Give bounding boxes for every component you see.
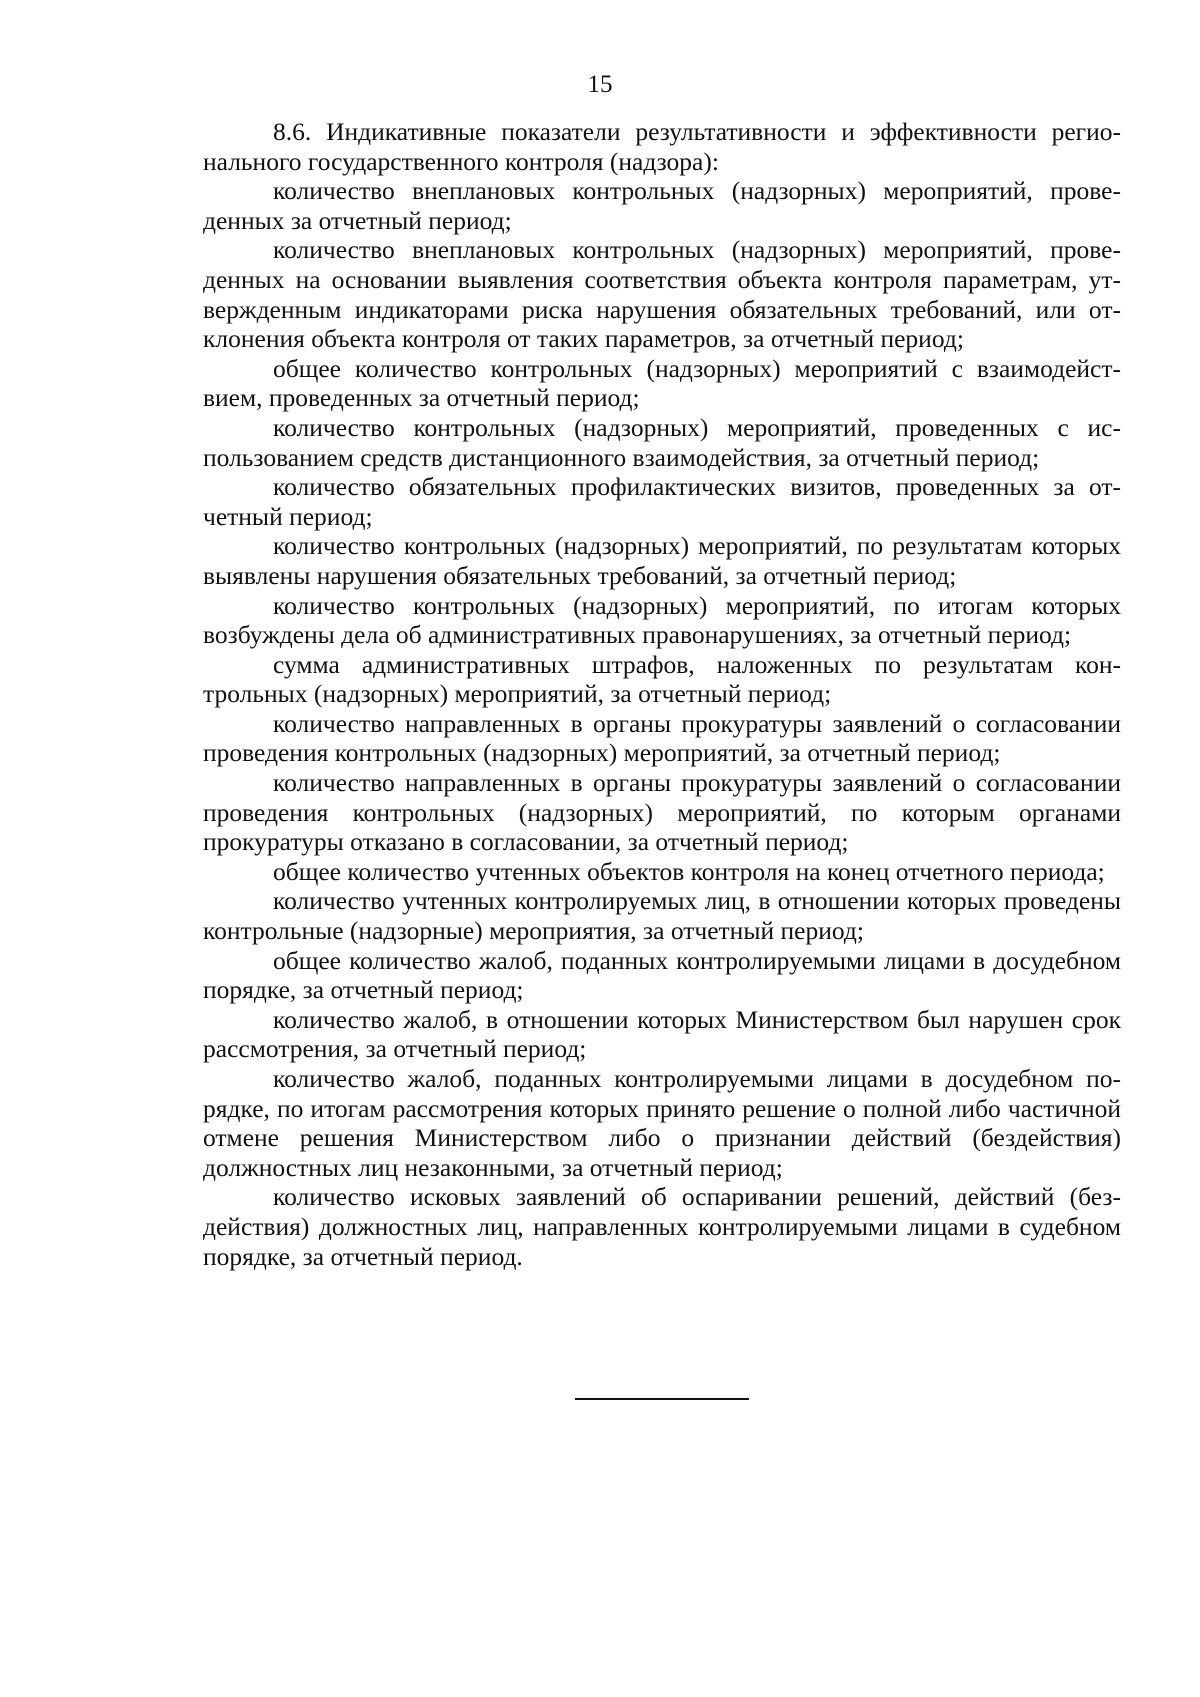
end-of-document-rule (575, 1398, 749, 1400)
paragraph-indicator: количество контрольных (надзорных) мероприятий, по результатам которых выявлены нарушения обязательных требований, за отчетный период; (203, 531, 1121, 590)
paragraph-indicator: количество жалоб, в отношении которых Министерством был нарушен срок рассмотрения, за отчетный период; (203, 1004, 1121, 1064)
paragraph-indicator: количество исковых заявлений об оспаривании решений, действий (бездействия) должностных лиц, направленных контролируемыми лицами в судебном порядке, за отчетный период. (203, 1182, 1121, 1271)
paragraph-indicator: количество учтенных контролируемых лиц, в отношении которых проведены контрольные (надзорные) мероприятия, за отчетный период; (203, 886, 1121, 946)
paragraph-indicator: общее количество учтенных объектов контроля на конец отчетного периода; (273, 856, 1105, 886)
paragraph-indicator: общее количество жалоб, поданных контролируемыми лицами в досудебном порядке, за отчетный период; (203, 945, 1121, 1005)
paragraph-indicator: количество направленных в органы прокуратуры заявлений о согласовании проведения контрольных (надзорных) мероприятий, за отчетный период; (203, 708, 1121, 768)
paragraph-indicator: общее количество контрольных (надзорных) мероприятий с взаимодействием, проведенных за отчетный период; (203, 353, 1121, 413)
paragraph-section-heading: 8.6. Индикативные показатели результативности и эффективности регионального государственного контроля (надзора): (203, 117, 1121, 176)
paragraph-indicator: количество контрольных (надзорных) мероприятий, по итогам которых возбуждены дела об административных правонарушениях, за отчетный период; (203, 590, 1121, 650)
paragraph-indicator: количество внеплановых контрольных (надзорных) мероприятий, проведенных за отчетный период; (203, 176, 1121, 235)
paragraph-indicator: количество жалоб, поданных контролируемыми лицами в досудебном порядке, по итогам рассмотрения которых принято решение о полной либо частичной отмене решения Министерством либо о признании действий (бездействия) должностных лиц незаконными, за отчетный период; (203, 1064, 1121, 1182)
paragraph-indicator: сумма административных штрафов, наложенных по результатам контрольных (надзорных) мероприятий, за отчетный период; (203, 649, 1121, 709)
paragraph-indicator: количество направленных в органы прокуратуры заявлений о согласовании проведения контрольных (надзорных) мероприятий, по которым органами прокуратуры отказано в согласовании, за отчетный период; (203, 768, 1121, 857)
paragraph-indicator: количество контрольных (надзорных) мероприятий, проведенных с использованием средств дистанционного взаимодействия, за отчетный период; (203, 412, 1121, 472)
paragraph-indicator: количество внеплановых контрольных (надзорных) мероприятий, проведенных на основании выявления соответствия объекта контроля параметрам, утвержденным индикаторами риска нарушения обязательных требований, или отклонения объекта контроля от таких параметров, за отчетный период; (203, 235, 1121, 354)
page-number: 15 (587, 71, 613, 98)
paragraph-indicator: количество обязательных профилактических визитов, проведенных за отчетный период; (203, 472, 1121, 531)
document-body (203, 117, 1121, 1271)
